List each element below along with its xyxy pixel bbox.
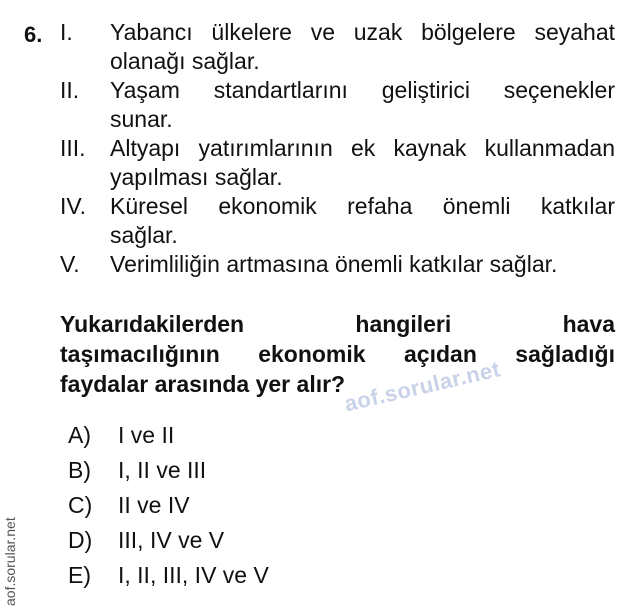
option-text: I ve II: [118, 422, 175, 448]
option-c[interactable]: [68, 488, 269, 523]
question-line: taşımacılığının ekonomik açıdan sağladığı: [60, 341, 615, 367]
option-a[interactable]: [68, 418, 269, 453]
option-letter: B): [68, 457, 91, 483]
statement-3: [60, 134, 615, 192]
statement-5: [60, 250, 615, 279]
statement-line: yapılması sağlar.: [110, 164, 283, 190]
statement-line: Küresel ekonomik refaha önemli katkılar: [110, 193, 615, 219]
statement-text: [110, 250, 615, 279]
statement-line: Yabancı ülkelere ve uzak bölgelere seyahat: [110, 19, 615, 45]
statement-text: [110, 76, 615, 134]
answer-options: [68, 418, 269, 593]
statement-numeral: V.: [60, 251, 80, 277]
option-e[interactable]: [68, 558, 269, 593]
option-letter: E): [68, 562, 91, 588]
statement-text: [110, 134, 615, 192]
question-line: Yukarıdakilerden hangileri hava: [60, 311, 615, 337]
statement-numeral: II.: [60, 77, 80, 103]
statement-line: sağlar.: [110, 222, 178, 248]
statement-line: Altyapı yatırımlarının ek kaynak kullanmadan: [110, 135, 615, 161]
statement-line: Yaşam standartlarını geliştirici seçenekler: [110, 77, 615, 103]
option-text: I, II, III, IV ve V: [118, 562, 269, 588]
question-line: faydalar arasında yer alır?: [60, 371, 346, 397]
statement-2: [60, 76, 615, 134]
question-number: 6.: [24, 22, 43, 47]
statement-text: [110, 18, 615, 76]
statement-numeral: I.: [60, 19, 73, 45]
statement-line: sunar.: [110, 106, 173, 132]
option-letter: C): [68, 492, 93, 518]
option-b[interactable]: [68, 453, 269, 488]
statement-4: [60, 192, 615, 250]
side-watermark-text: aof.sorular.net: [2, 517, 18, 606]
statement-list: [60, 18, 615, 279]
statement-line: Verimliliğin artmasına önemli katkılar sağlar.: [110, 251, 558, 277]
option-letter: D): [68, 527, 93, 553]
statement-text: [110, 192, 615, 250]
statement-numeral: IV.: [60, 193, 87, 219]
statement-1: [60, 18, 615, 76]
watermark-text: aof.sorular.net: [342, 356, 503, 417]
statement-numeral: III.: [60, 135, 86, 161]
option-letter: A): [68, 422, 91, 448]
option-d[interactable]: [68, 523, 269, 558]
statement-line: olanağı sağlar.: [110, 48, 260, 74]
option-text: II ve IV: [118, 492, 190, 518]
option-text: III, IV ve V: [118, 527, 225, 553]
option-text: I, II ve III: [118, 457, 207, 483]
question-stem: [60, 309, 615, 399]
